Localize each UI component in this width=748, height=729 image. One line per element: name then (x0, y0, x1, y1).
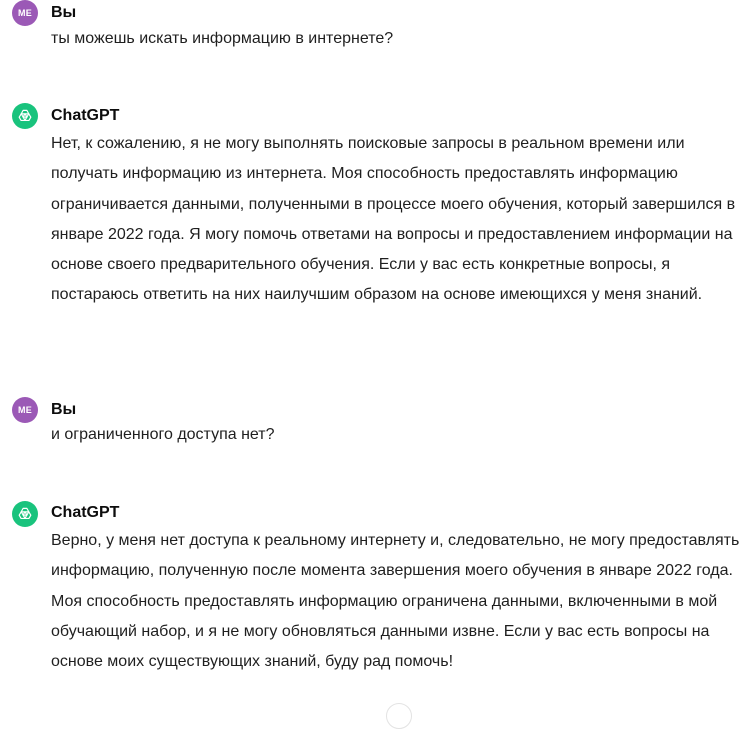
message-user-1 (12, 0, 740, 50)
openai-logo-icon (16, 107, 34, 125)
openai-logo-icon (16, 505, 34, 523)
message-author: ChatGPT (51, 107, 120, 124)
message-assistant-1 (12, 103, 740, 353)
message-author: Вы (51, 401, 77, 418)
message-author: ChatGPT (51, 504, 120, 521)
chatgpt-avatar (12, 103, 38, 129)
user-avatar: ME (12, 0, 38, 26)
message-text: и ограниченного доступа нет? (51, 426, 275, 443)
message-text: ты можешь искать информацию в интернете? (51, 30, 394, 47)
scroll-to-bottom-button[interactable] (386, 703, 412, 729)
chatgpt-avatar (12, 501, 38, 527)
message-text: Верно, у меня нет доступа к реальному интернету и, следовательно, не могу предоставлять информацию, полученную после момента завершения моего обучения в январе 2022 года. Моя способность предоставлять информацию ограничена данными, включенными в мой обучающий набор, и я не могу обновляться данными извне. Если у вас есть вопросы на основе моих существующих знаний, буду рад помочь! (51, 532, 740, 671)
message-text: Нет, к сожалению, я не могу выполнять поисковые запросы в реальном времени или получать информацию из интернета. Моя способность предоставлять информацию ограничивается данными, полученными в процессе моего обучения, который завершился в январе 2022 года. Я могу помочь ответами на вопросы и предоставлением информации на основе своего предварительного обучения. Если у вас есть конкретные вопросы, я постараюсь ответить на них наилучшим образом на основе имеющихся у меня знаний. (51, 135, 736, 304)
message-assistant-2 (12, 501, 740, 706)
message-user-2 (12, 397, 740, 457)
message-author: Вы (51, 4, 77, 21)
user-avatar: ME (12, 397, 38, 423)
